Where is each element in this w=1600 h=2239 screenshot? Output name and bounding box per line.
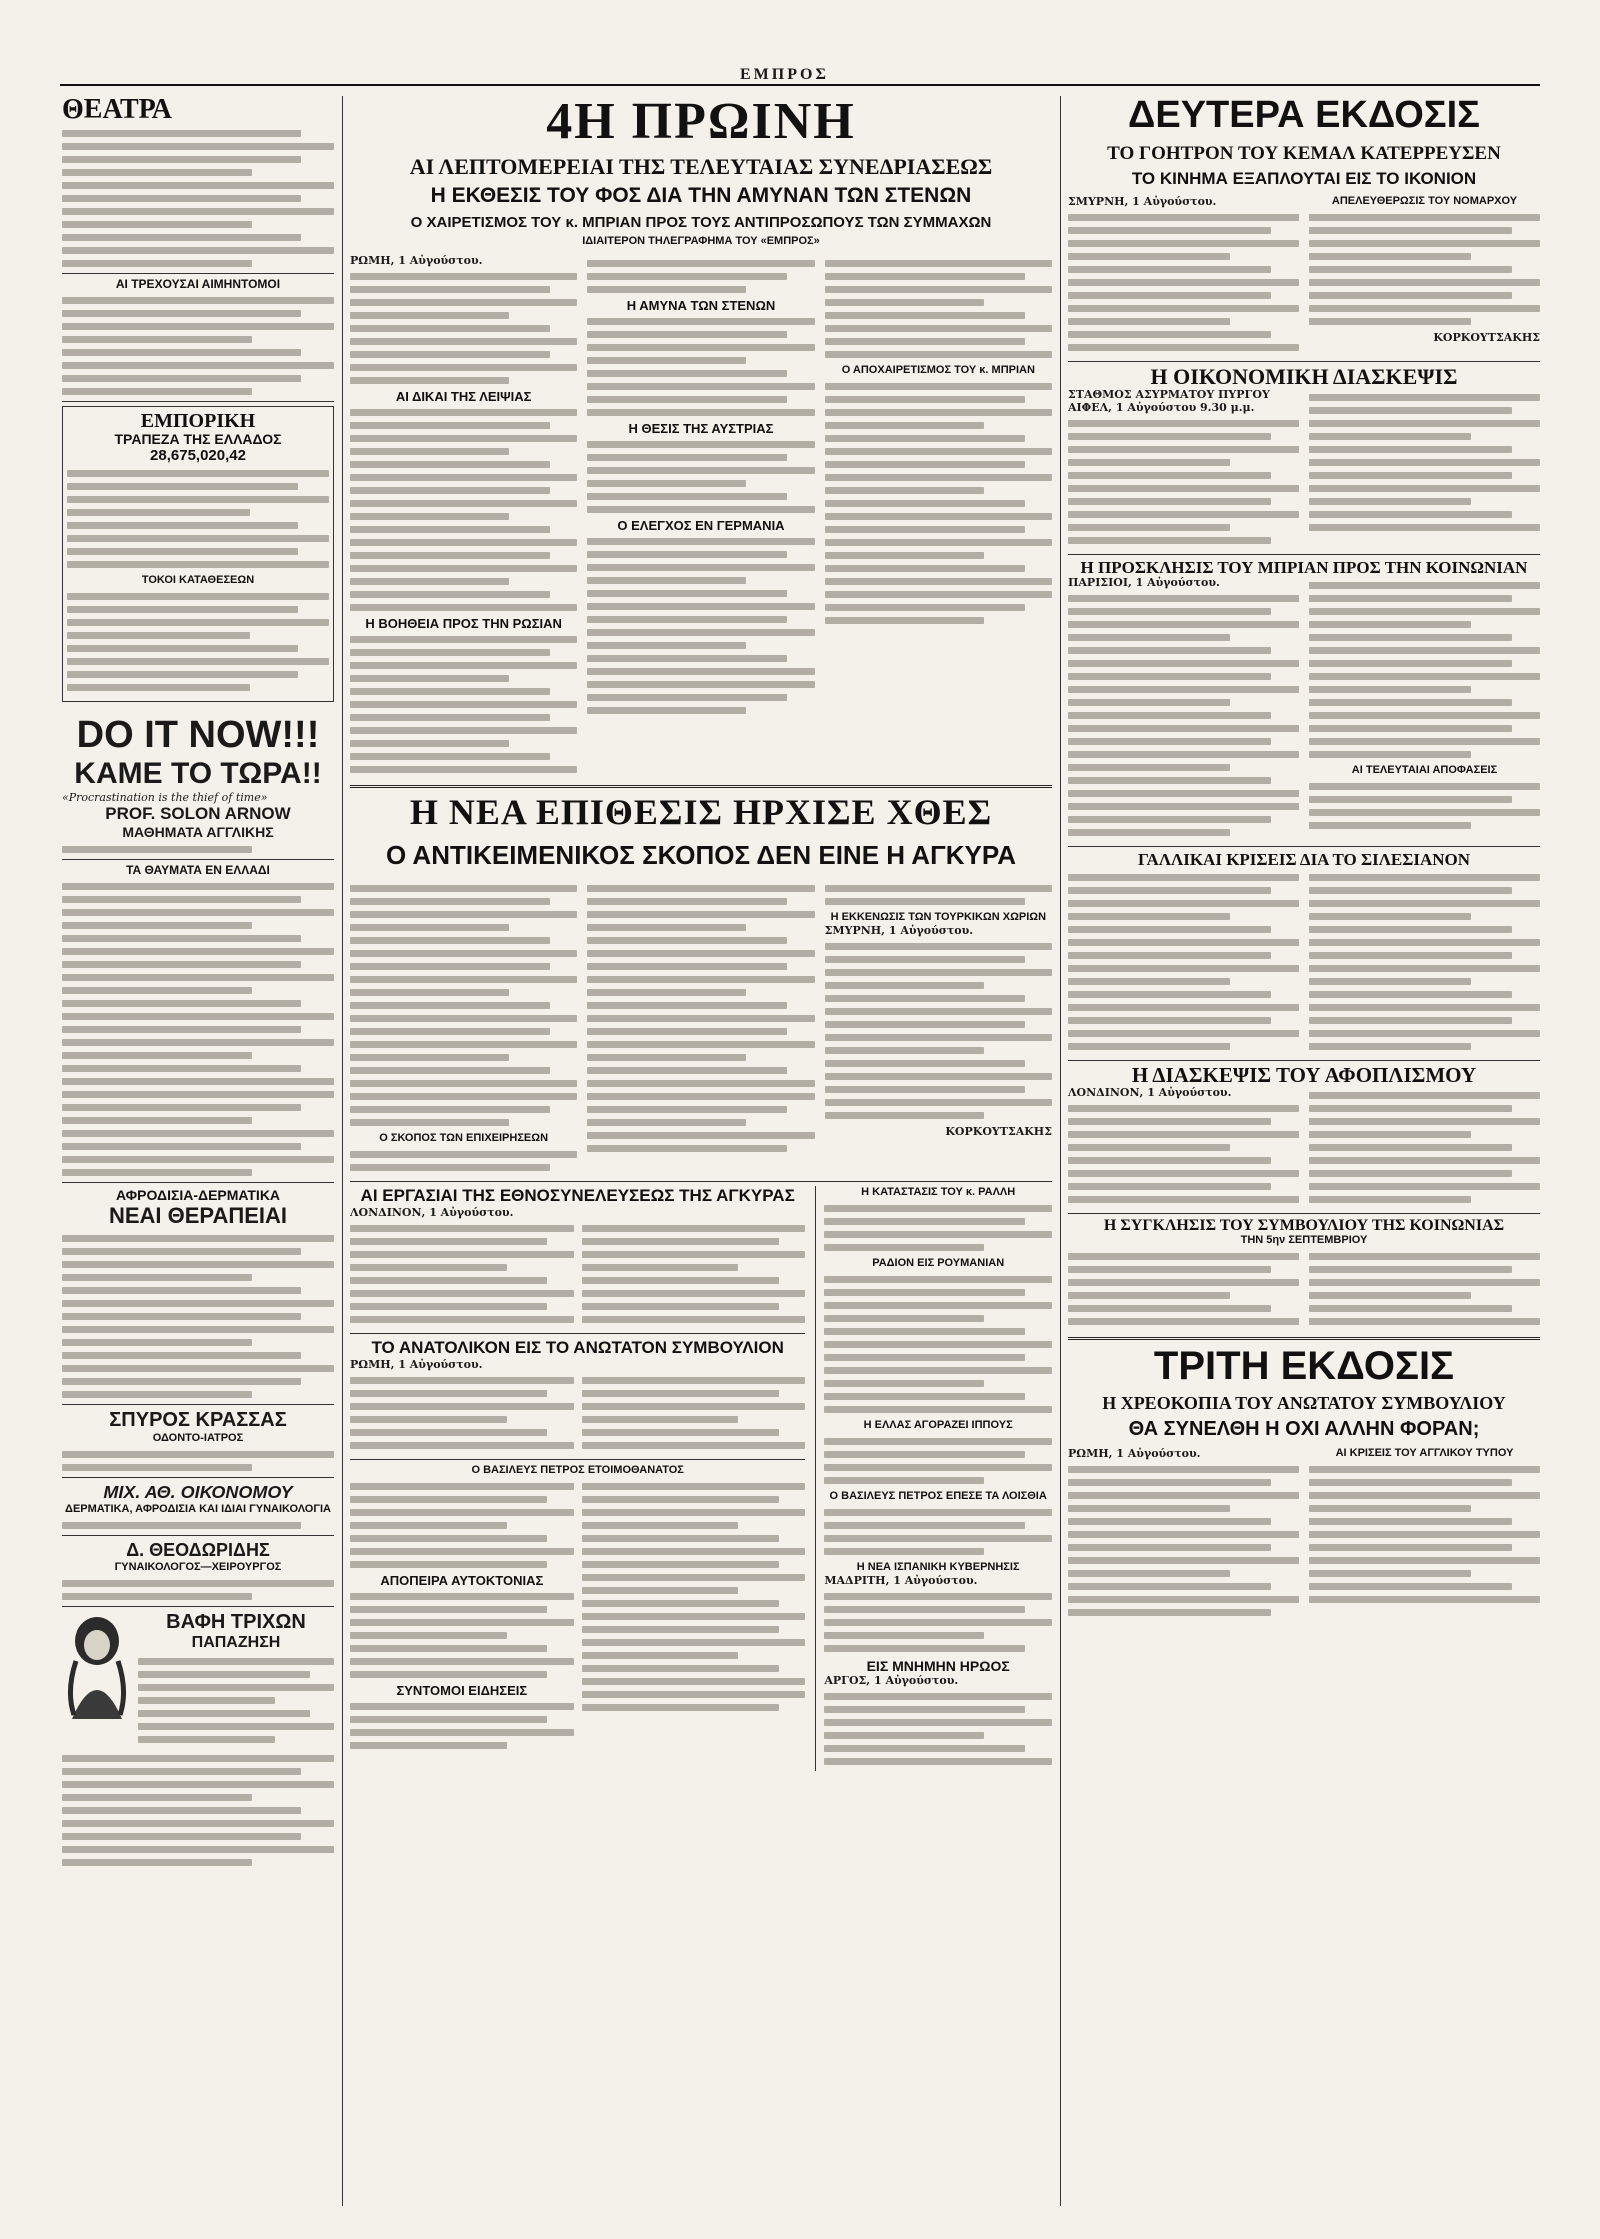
bank-subtitle: ΤΡΑΠΕΖΑ ΤΗΣ ΕΛΛΑΔΟΣ	[114, 431, 282, 447]
headline-antikeimenikos: Ο ΑΝΤΙΚΕΙΜΕΝΙΚΟΣ ΣΚΟΠΟΣ ΔΕΝ ΕΙΝΕ Η ΑΓΚΥΡΑ	[385, 840, 1017, 870]
synkl-subheading: ΤΗΝ 5ην ΣΕΠΤΕΜΒΡΙΟΥ	[1240, 1234, 1368, 1246]
headline-leptomereiai: ΑΙ ΛΕΠΤΟΜΕΡΕΙΑΙ ΤΗΣ ΤΕΛΕΥΤΑΙΑΣ ΣΥΝΕΔΡΙΑΣΕΩΣ	[409, 154, 993, 179]
tokoi-heading: ΤΟΚΟΙ ΚΑΤΑΘΕΣΕΩΝ	[141, 574, 255, 586]
apochairetismos-heading: Ο ΑΠΟΧΑΙΡΕΤΙΣΜΟΣ ΤΟΥ κ. ΜΠΡΙΑΝ	[841, 364, 1035, 376]
headline-goitron: ΤΟ ΓΟΗΤΡΟΝ ΤΟΥ ΚΕΜΑΛ ΚΑΤΕΡΡΕΥΣΕΝ	[1107, 143, 1501, 164]
odontoiatros: ΟΔΟΝΤΟ-ΙΑΤΡΟΣ	[152, 1432, 244, 1444]
edition-deutera: ΔΕΥΤΕΡΑ ΕΚΔΟΣΙΣ	[1128, 96, 1480, 136]
romi-dateline: ΡΩΜΗ, 1 Αὐγούστου.	[350, 1358, 483, 1371]
theodoridis: Δ. ΘΕΟΔΩΡΙΔΗΣ	[126, 1540, 270, 1560]
elegchos-heading: Ο ΕΛΕΓΧΟΣ ΕΝ ΓΕΡΜΑΝΙΑ	[617, 518, 785, 533]
thesis-heading: Η ΘΕΣΙΣ ΤΗΣ ΑΥΣΤΡΙΑΣ	[628, 421, 774, 436]
vafi-ad	[62, 1611, 334, 1749]
headline-chairetismos: Ο ΧΑΙΡΕΤΙΣΜΟΣ ΤΟΥ κ. ΜΠΡΙΑΝ ΠΡΟΣ ΤΟΥΣ ΑΝΤΙΠΡΟΣΩΠΟΥΣ ΤΩΝ ΣΥΜΜΑΧΩΝ	[410, 214, 992, 231]
skopos-heading: Ο ΣΚΟΠΟΣ ΤΩΝ ΕΠΙΧΕΙΡΗΣΕΩΝ	[379, 1132, 549, 1144]
kame-to-tora: ΚΑΜΕ ΤΟ ΤΩΡΑ!!	[74, 757, 322, 790]
headline-chreokopia: Η ΧΡΕΟΚΟΠΙΑ ΤΟΥ ΑΝΩΤΑΤΟΥ ΣΥΜΒΟΥΛΙΟΥ	[1102, 1393, 1506, 1413]
parisioi-dateline: ΠΑΡΙΣΙΟΙ, 1 Αὐγούστου.	[1068, 576, 1220, 589]
left-column	[62, 96, 334, 1872]
romi-dateline-right: ΡΩΜΗ, 1 Αὐγούστου.	[1068, 1447, 1201, 1460]
thaumata-heading: ΤΑ ΘΑΥΜΑΤΑ ΕΝ ΕΛΛΑΔΙ	[126, 863, 270, 877]
ispania-heading: Η ΝΕΑ ΙΣΠΑΝΙΚΗ ΚΥΒΕΡΝΗΣΙΣ	[856, 1561, 1020, 1573]
smyrni-dateline: ΣΜΥΡΝΗ, 1 Αὐγούστου.	[824, 924, 974, 937]
column-divider	[342, 96, 343, 2206]
headline-ekthesis: Η ΕΚΘΕΣΙΣ ΤΟΥ ΦΟΣ ΔΙΑ ΤΗΝ ΑΜΥΝΑΝ ΤΩΝ ΣΤΕΝΩΝ	[430, 184, 972, 207]
ergasiai-heading: ΑΙ ΕΡΓΑΣΙΑΙ ΤΗΣ ΕΘΝΟΣΥΝΕΛΕΥΣΕΩΣ ΤΗΣ ΑΓΚΥΡΑΣ	[360, 1186, 795, 1205]
ekkenosis-heading: Η ΕΚΚΕΝΩΣΙΣ ΤΩΝ ΤΟΥΡΚΙΚΩΝ ΧΩΡΙΩΝ	[830, 911, 1047, 923]
kriseis-heading: ΑΙ ΚΡΙΣΕΙΣ ΤΟΥ ΑΓΓΛΙΚΟΥ ΤΥΠΟΥ	[1335, 1447, 1514, 1459]
neai-therapeiai: ΝΕΑΙ ΘΕΡΑΠΕΙΑΙ	[108, 1203, 288, 1228]
synkl-body	[1068, 1247, 1540, 1331]
headline-tha-synelthi: ΘΑ ΣΥΝΕΛΘΗ Η ΟΧΙ ΑΛΛΗΝ ΦΟΡΑΝ;	[1128, 1418, 1480, 1440]
nomarchou-heading: ΑΠΕΛΕΥΘΕΡΩΣΙΣ ΤΟΥ ΝΟΜΑΡΧΟΥ	[1331, 195, 1518, 207]
voitheia-heading: Η ΒΟΗΘΕΙΑ ΠΡΟΣ ΤΗΝ ΡΩΣΙΑΝ	[365, 616, 562, 631]
korkoutsakis-signature: ΚΟΡΚΟΥΤΣΑΚΗΣ	[945, 1125, 1052, 1138]
woman-portrait-icon	[62, 1611, 132, 1721]
theodoridis-subtitle: ΓΥΝΑΙΚΟΛΟΓΟΣ—ΧΕΙΡΟΥΡΓΟΣ	[114, 1561, 282, 1573]
center-column	[350, 96, 1052, 1771]
idiaiteron-tilegrafima: ΙΔΙΑΙΤΕΡΟΝ ΤΗΛΕΓΡΑΦΗΜΑ ΤΟΥ «ΕΜΠΡΟΣ»	[582, 235, 820, 247]
apopeira-heading: ΑΠΟΠΕΙΡΑ ΑΥΤΟΚΤΟΝΙΑΣ	[380, 1573, 544, 1588]
headline-nea-epithesis: Η ΝΕΑ ΕΠΙΘΕΣΙΣ ΗΡΧΙΣΕ ΧΘΕΣ	[409, 792, 993, 832]
londinon-dateline: ΛΟΝΔΙΝΟΝ, 1 Αὐγούστου.	[350, 1206, 514, 1219]
do-it-now: DO IT NOW!!!	[76, 714, 320, 756]
kinima-body	[1068, 195, 1540, 357]
theatra-heading: ΘΕΑΤΡΑ	[62, 96, 172, 125]
epithesis-body	[350, 879, 1052, 1177]
spyros-krassas: ΣΠΥΡΟΣ ΚΡΑΣΣΑΣ	[109, 1409, 287, 1431]
afrodisia-heading: ΑΦΡΟΔΙΣΙΑ-ΔΕΡΜΑΤΙΚΑ	[115, 1187, 281, 1203]
trechousai-heading: ΑΙ ΤΡΕΧΟΥΣΑΙ ΑΙΜΗΝΤΟΜΟΙ	[115, 277, 281, 291]
proskl-heading: Η ΠΡΟΣΚΛΗΣΙΣ ΤΟΥ ΜΠΡΙΑΝ ΠΡΟΣ ΤΗΝ ΚΟΙΝΩΝΙΑΝ	[1080, 558, 1528, 577]
papazisi: ΠΑΠΑΖΗΣΗ	[191, 1634, 281, 1651]
column-divider	[1060, 96, 1061, 2206]
dikai-heading: ΑΙ ΔΙΚΑΙ ΤΗΣ ΛΕΙΨΙΑΣ	[395, 389, 532, 404]
dateline: ΡΩΜΗ, 1 Αὐγούστου.	[350, 254, 483, 267]
diaskepsis-body	[1068, 1086, 1540, 1209]
article-body	[350, 254, 1052, 779]
argos-dateline: ΑΡΓΟΣ, 1 Αὐγούστου.	[824, 1674, 959, 1687]
syntomoi-heading: ΣΥΝΤΟΜΟΙ ΕΙΔΗΣΕΙΣ	[396, 1683, 528, 1698]
headline-kinima: ΤΟ ΚΙΝΗΜΑ ΕΞΑΠΛΟΥΤΑΙ ΕΙΣ ΤΟ ΙΚΟΝΙΟΝ	[1131, 169, 1477, 188]
vasileus-heading: Ο ΒΑΣΙΛΕΥΣ ΠΕΤΡΟΣ ΕΤΟΙΜΟΘΑΝΑΤΟΣ	[471, 1464, 684, 1476]
triti-body	[1068, 1447, 1540, 1622]
gallikai-heading: ΓΑΛΛΙΚΑΙ ΚΡΙΣΕΙΣ ΔΙΑ ΤΟ ΣΙΛΕΣΙΑΝΟΝ	[1137, 850, 1471, 869]
mnimi-heading: ΕΙΣ ΜΝΗΜΗΝ ΗΡΩΟΣ	[866, 1658, 1010, 1674]
procrastination-quote: «Procrastination is the thief of time»	[62, 791, 268, 804]
gallikai-body	[1068, 868, 1540, 1056]
oikonomiki-heading: Η ΟΙΚΟΝΟΜΙΚΗ ΔΙΑΣΚΕΨΙΣ	[1150, 364, 1458, 389]
vafi-trichon: ΒΑΦΗ ΤΡΙΧΩΝ	[166, 1611, 306, 1633]
mix-oikonomou: ΜΙΧ. ΑΘ. ΟΙΚΟΝΟΜΟΥ	[103, 1482, 293, 1502]
synkl-heading: Η ΣΥΓΚΛΗΣΙΣ ΤΟΥ ΣΥΜΒΟΥΛΙΟΥ ΤΗΣ ΚΟΙΝΩΝΙΑΣ	[1103, 1217, 1505, 1234]
oikonomiki-body	[1068, 388, 1540, 550]
bank-amount: 28,675,020,42	[150, 447, 246, 464]
radion-heading: ΡΑΔΙΟΝ ΕΙΣ ΡΟΥΜΑΝΙΑΝ	[872, 1257, 1005, 1269]
mix-subtitle: ΔΕΡΜΑΤΙΚΑ, ΑΦΡΟΔΙΣΙΑ ΚΑΙ ΙΔΙΑΙ ΓΥΝΑΙΚΟΛΟΓΙΑ	[65, 1503, 331, 1515]
proskl-body	[1068, 576, 1540, 842]
elpis-heading: Ο ΒΑΣΙΛΕΥΣ ΠΕΤΡΟΣ ΕΠΕΣΕ ΤΑ ΛΟΙΣΘΙΑ	[829, 1490, 1047, 1502]
masthead: ΕΜΠΡΟΣ	[740, 66, 829, 83]
londinon-dateline-right: ΛΟΝΔΙΝΟΝ, 1 Αὐγούστου.	[1068, 1086, 1232, 1099]
smyrni-dateline-right: ΣΜΥΡΝΗ, 1 Αὐγούστου.	[1068, 195, 1217, 208]
ellas-heading: Η ΕΛΛΑΣ ΑΓΟΡΑΖΕΙ ΙΠΠΟΥΣ	[863, 1419, 1013, 1431]
bank-name: ΕΜΠΟΡΙΚΗ	[140, 410, 256, 432]
prof-name: PROF. SOLON ARNOW	[105, 804, 291, 823]
anatolikon-heading: ΤΟ ΑΝΑΤΟΛΙΚΟΝ ΕΙΣ ΤΟ ΑΝΩΤΑΤΟΝ ΣΥΜΒΟΥΛΙΟΝ	[371, 1338, 784, 1357]
korkoutsakis-signature-right: ΚΟΡΚΟΥΤΣΑΚΗΣ	[1433, 331, 1540, 344]
stathmos-dateline: ΣΤΑΘΜΟΣ ΑΣΥΡΜΑΤΟΥ ΠΥΡΓΟΥ ΑΙΦΕΛ, 1 Αὐγούστου 9.30 μ.μ.	[1068, 388, 1270, 414]
bank-ad	[62, 406, 334, 702]
right-column	[1068, 96, 1540, 1622]
lower-center	[350, 1186, 1052, 1771]
madriti-dateline: ΜΑΔΡΙΤΗ, 1 Αὐγούστου.	[824, 1574, 978, 1587]
katastasis-heading: Η ΚΑΤΑΣΤΑΣΙΣ ΤΟΥ κ. ΡΑΛΛΗ	[861, 1186, 1016, 1198]
edition-triti: ΤΡΙΤΗ ΕΚΔΟΣΙΣ	[1153, 1344, 1455, 1388]
teleutaiai-heading: ΑΙ ΤΕΛΕΥΤΑΙΑΙ ΑΠΟΦΑΣΕΙΣ	[1351, 764, 1498, 776]
diaskepsis-heading: Η ΔΙΑΣΚΕΨΙΣ ΤΟΥ ΑΦΟΠΛΙΣΜΟΥ	[1131, 1063, 1477, 1087]
masthead-rule	[60, 84, 1540, 86]
edition-4-proini: 4Η ΠΡΩΙΝΗ	[546, 96, 856, 150]
amyna-heading: Η ΑΜΥΝΑ ΤΩΝ ΣΤΕΝΩΝ	[626, 298, 776, 313]
mathimata: ΜΑΘΗΜΑΤΑ ΑΓΓΛΙΚΗΣ	[122, 824, 274, 840]
